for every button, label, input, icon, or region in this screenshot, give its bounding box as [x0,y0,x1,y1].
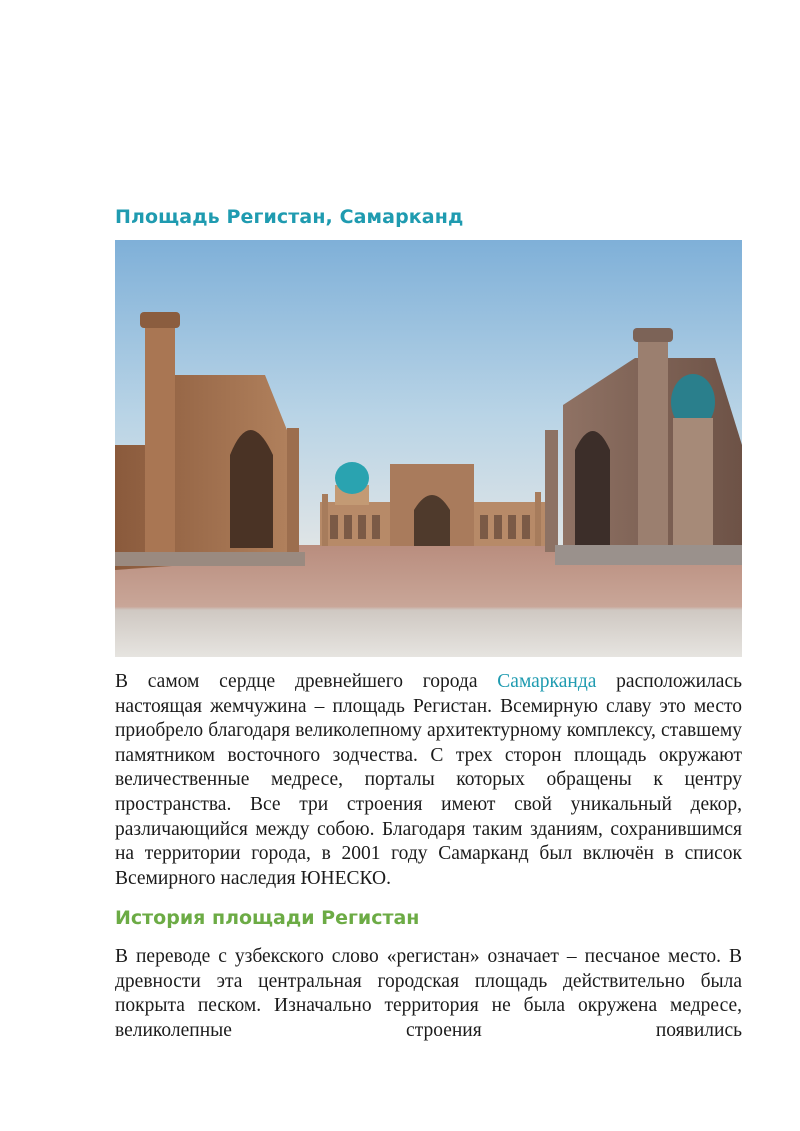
registan-photo [115,240,742,657]
samarkand-link[interactable]: Самарканда [497,671,597,692]
intro-text-after: расположилась настоящая жемчужина – площадь Регистан. Всемирную славу это место приобрело благодаря великолепному архитектурному комплексу, ставшему памятником восточного зодчества. С трех сторон площадь окружают величественные медресе, порталы которых обращены к центру пространства. Все три строения имеют свой уникальный декор, различающийся между собою. Благодаря таким зданиям, сохранившимся на территории города, в 2001 году Самарканд был включён в список Всемирного наследия ЮНЕСКО. [115,671,743,889]
intro-paragraph [115,670,742,891]
history-paragraph: В переводе с узбекского слово «регистан» означает – песчаное место. В древности эта центральная городская площадь действительно была покрыта песком. Изначально территория не была окружена медресе, великолепные строения появились [115,946,742,1041]
page-title: Площадь Регистан, Самарканд [115,206,464,228]
section-heading: История площади Регистан [115,907,420,929]
intro-text-before: В самом сердце древнейшего города [115,671,498,692]
